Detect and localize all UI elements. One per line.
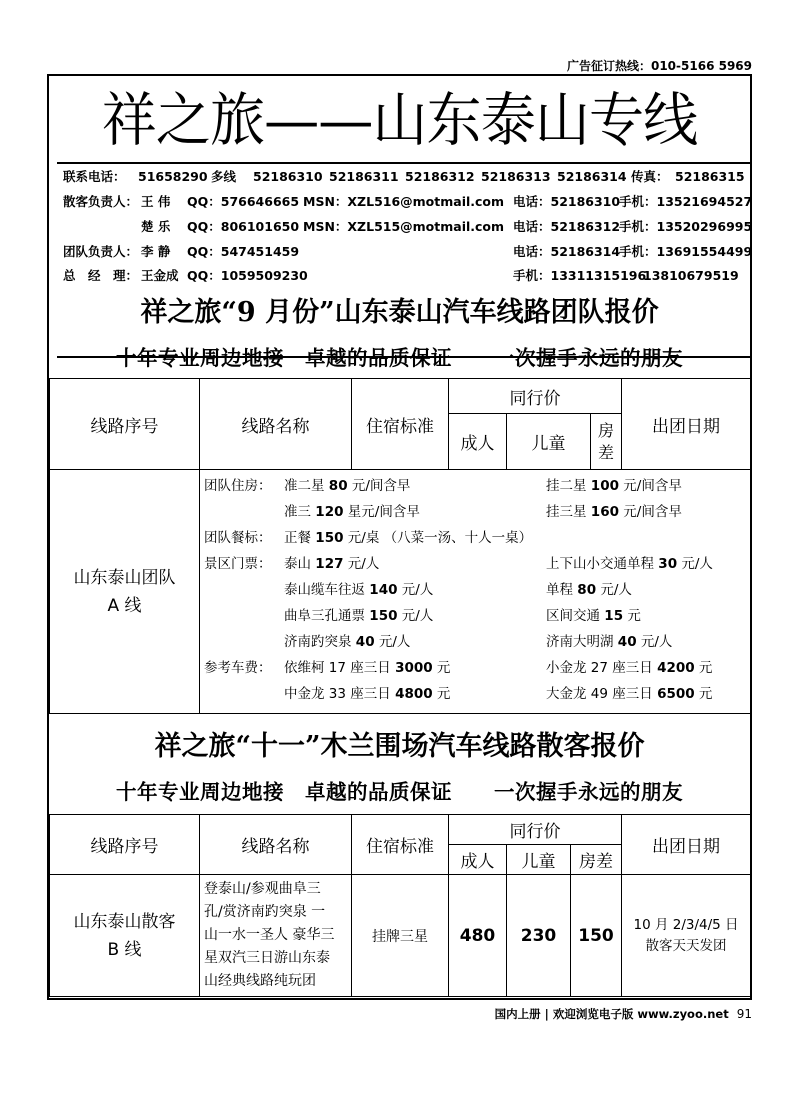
car-item: 大金龙 49 座三日 6500 元: [546, 686, 713, 702]
person-name: 王金成: [141, 268, 179, 283]
ad-hotline: 广告征订热线：010-5166 5969: [566, 59, 752, 73]
contact-label: 联系电话：: [63, 169, 126, 184]
qq: QQ：576646665: [187, 194, 300, 209]
meal-item: 正餐 150 元/桌 （八菜一汤、十人一桌）: [284, 530, 533, 546]
line-5: 52186314: [557, 169, 627, 184]
header-child: 儿童: [507, 845, 571, 875]
header-peer-price: 同行价: [449, 815, 622, 845]
header-route-no: 线路序号: [50, 379, 200, 470]
footer-text: 国内上册 | 欢迎浏览电子版 www.zyoo.net: [494, 1007, 729, 1021]
header-adult: 成人: [449, 414, 507, 470]
room-diff-price: 150: [571, 875, 622, 997]
ticket-item: 济南大明湖 40 元/人: [546, 634, 673, 650]
ticket-item: 济南趵突泉 40 元/人: [284, 634, 411, 650]
lodging-value: 挂牌三星: [352, 875, 449, 997]
qq: QQ：1059509230: [187, 268, 308, 283]
lodging-item: 挂三星 160 元/间含早: [546, 504, 682, 520]
departure-line: 10 月 2/3/4/5 日: [633, 916, 739, 933]
ticket-item: 区间交通 15 元: [546, 608, 641, 624]
fax-label: 传真：: [631, 169, 669, 184]
person-name: 王 伟: [141, 194, 171, 209]
ticket-item: 曲阜三孔通票 150 元/人: [284, 608, 434, 624]
ticket-item: 泰山缆车往返 140 元/人: [284, 582, 434, 598]
contact-phone: 51658290: [138, 169, 208, 184]
header-room-diff: 房差: [591, 414, 622, 470]
msn: MSN：XZL515@motmail.com: [303, 219, 505, 234]
section1-title: 祥之旅“9 月份”山东泰山汽车线路团队报价: [140, 297, 659, 328]
meal-label: 团队餐标：: [204, 530, 272, 546]
route-cell: [50, 470, 200, 714]
tel: 电话：52186310: [513, 194, 621, 209]
role-label: 团队负责人：: [63, 244, 139, 259]
main-title: 祥之旅——山东泰山专线: [101, 86, 698, 154]
desc-line: 山经典线路纯玩团: [204, 973, 316, 989]
line-4: 52186313: [481, 169, 551, 184]
route-cell: [50, 875, 200, 997]
route-line: B 线: [107, 939, 142, 960]
line-3: 52186312: [405, 169, 475, 184]
header-child: 儿童: [507, 414, 591, 470]
qq: QQ：806101650: [187, 219, 300, 234]
footer: [0, 1006, 752, 1022]
header-departure: 出团日期: [622, 815, 751, 875]
lodging-item: 准三 120 星元/间含早: [284, 504, 420, 520]
header-lodging: 住宿标准: [352, 379, 449, 470]
mobile: 手机：13520296995: [619, 219, 753, 234]
route-name: 山东泰山团队: [73, 567, 176, 588]
desc-line: 登泰山/参观曲阜三: [204, 881, 321, 897]
ticket-item: 单程 80 元/人: [546, 582, 632, 598]
departure-line: 散客天天发团: [645, 937, 727, 954]
route-details: [200, 470, 751, 714]
page-number: 91: [736, 1007, 752, 1021]
fax-number: 52186315: [675, 169, 745, 184]
section1-slogan: 十年专业周边地接 卓越的品质保证 一次握手永远的朋友: [116, 346, 683, 370]
desc-line: 山一水一圣人 豪华三: [204, 927, 335, 943]
individual-price-table: [49, 814, 751, 997]
header-lodging: 住宿标准: [352, 815, 449, 875]
mobile-2: 13810679519: [643, 268, 739, 283]
car-item: 依维柯 17 座三日 3000 元: [284, 660, 451, 676]
mobile: 手机：13311315196: [513, 268, 647, 283]
person-name: 李 静: [141, 244, 171, 259]
header-room-diff: 房差: [571, 845, 622, 875]
page-frame: [47, 74, 752, 1000]
lodging-item: 准二星 80 元/间含早: [284, 478, 411, 494]
tel: 电话：52186312: [513, 219, 621, 234]
adult-price: 480: [449, 875, 507, 997]
mobile: 手机：13691554499: [619, 244, 753, 259]
ticket-item: 泰山 127 元/人: [284, 556, 380, 572]
lodging-item: 挂二星 100 元/间含早: [546, 478, 682, 494]
route-name: 山东泰山散客: [73, 911, 176, 932]
child-price: 230: [507, 875, 571, 997]
header-route-name: 线路名称: [200, 815, 352, 875]
msn: MSN：XZL516@motmail.com: [303, 194, 505, 209]
car-item: 小金龙 27 座三日 4200 元: [546, 660, 713, 676]
desc-line: 星双汽三日游山东泰: [204, 950, 330, 966]
header-adult: 成人: [449, 845, 507, 875]
line-2: 52186311: [329, 169, 399, 184]
lodging-label: 团队住房：: [204, 478, 272, 494]
header-route-name: 线路名称: [200, 379, 352, 470]
header-route-no: 线路序号: [50, 815, 200, 875]
group-price-table: [49, 378, 751, 714]
desc-line: 孔/赏济南趵突泉 一: [204, 904, 326, 920]
car-item: 中金龙 33 座三日 4800 元: [284, 686, 451, 702]
departure-dates: [622, 875, 751, 997]
person-name: 楚 乐: [141, 219, 171, 234]
tel: 电话：52186314: [513, 244, 621, 259]
header-departure: 出团日期: [622, 379, 751, 470]
ticket-label: 景区门票：: [204, 556, 272, 572]
section2-slogan: 十年专业周边地接 卓越的品质保证 一次握手永远的朋友: [116, 780, 683, 804]
role-label: 散客负责人：: [63, 194, 139, 209]
ticket-item: 上下山小交通单程 30 元/人: [546, 556, 713, 572]
section2-title: 祥之旅“十一”木兰围场汽车线路散客报价: [154, 731, 645, 762]
header-peer-price: 同行价: [449, 379, 622, 414]
route-description: [200, 875, 352, 997]
role-label: 总 经 理：: [63, 268, 139, 283]
mobile: 手机：13521694527: [619, 194, 753, 209]
multi-line-label: 多线: [211, 169, 237, 184]
route-line: A 线: [107, 595, 142, 616]
qq: QQ：547451459: [187, 244, 300, 259]
car-label: 参考车费：: [204, 660, 272, 676]
line-1: 52186310: [253, 169, 323, 184]
